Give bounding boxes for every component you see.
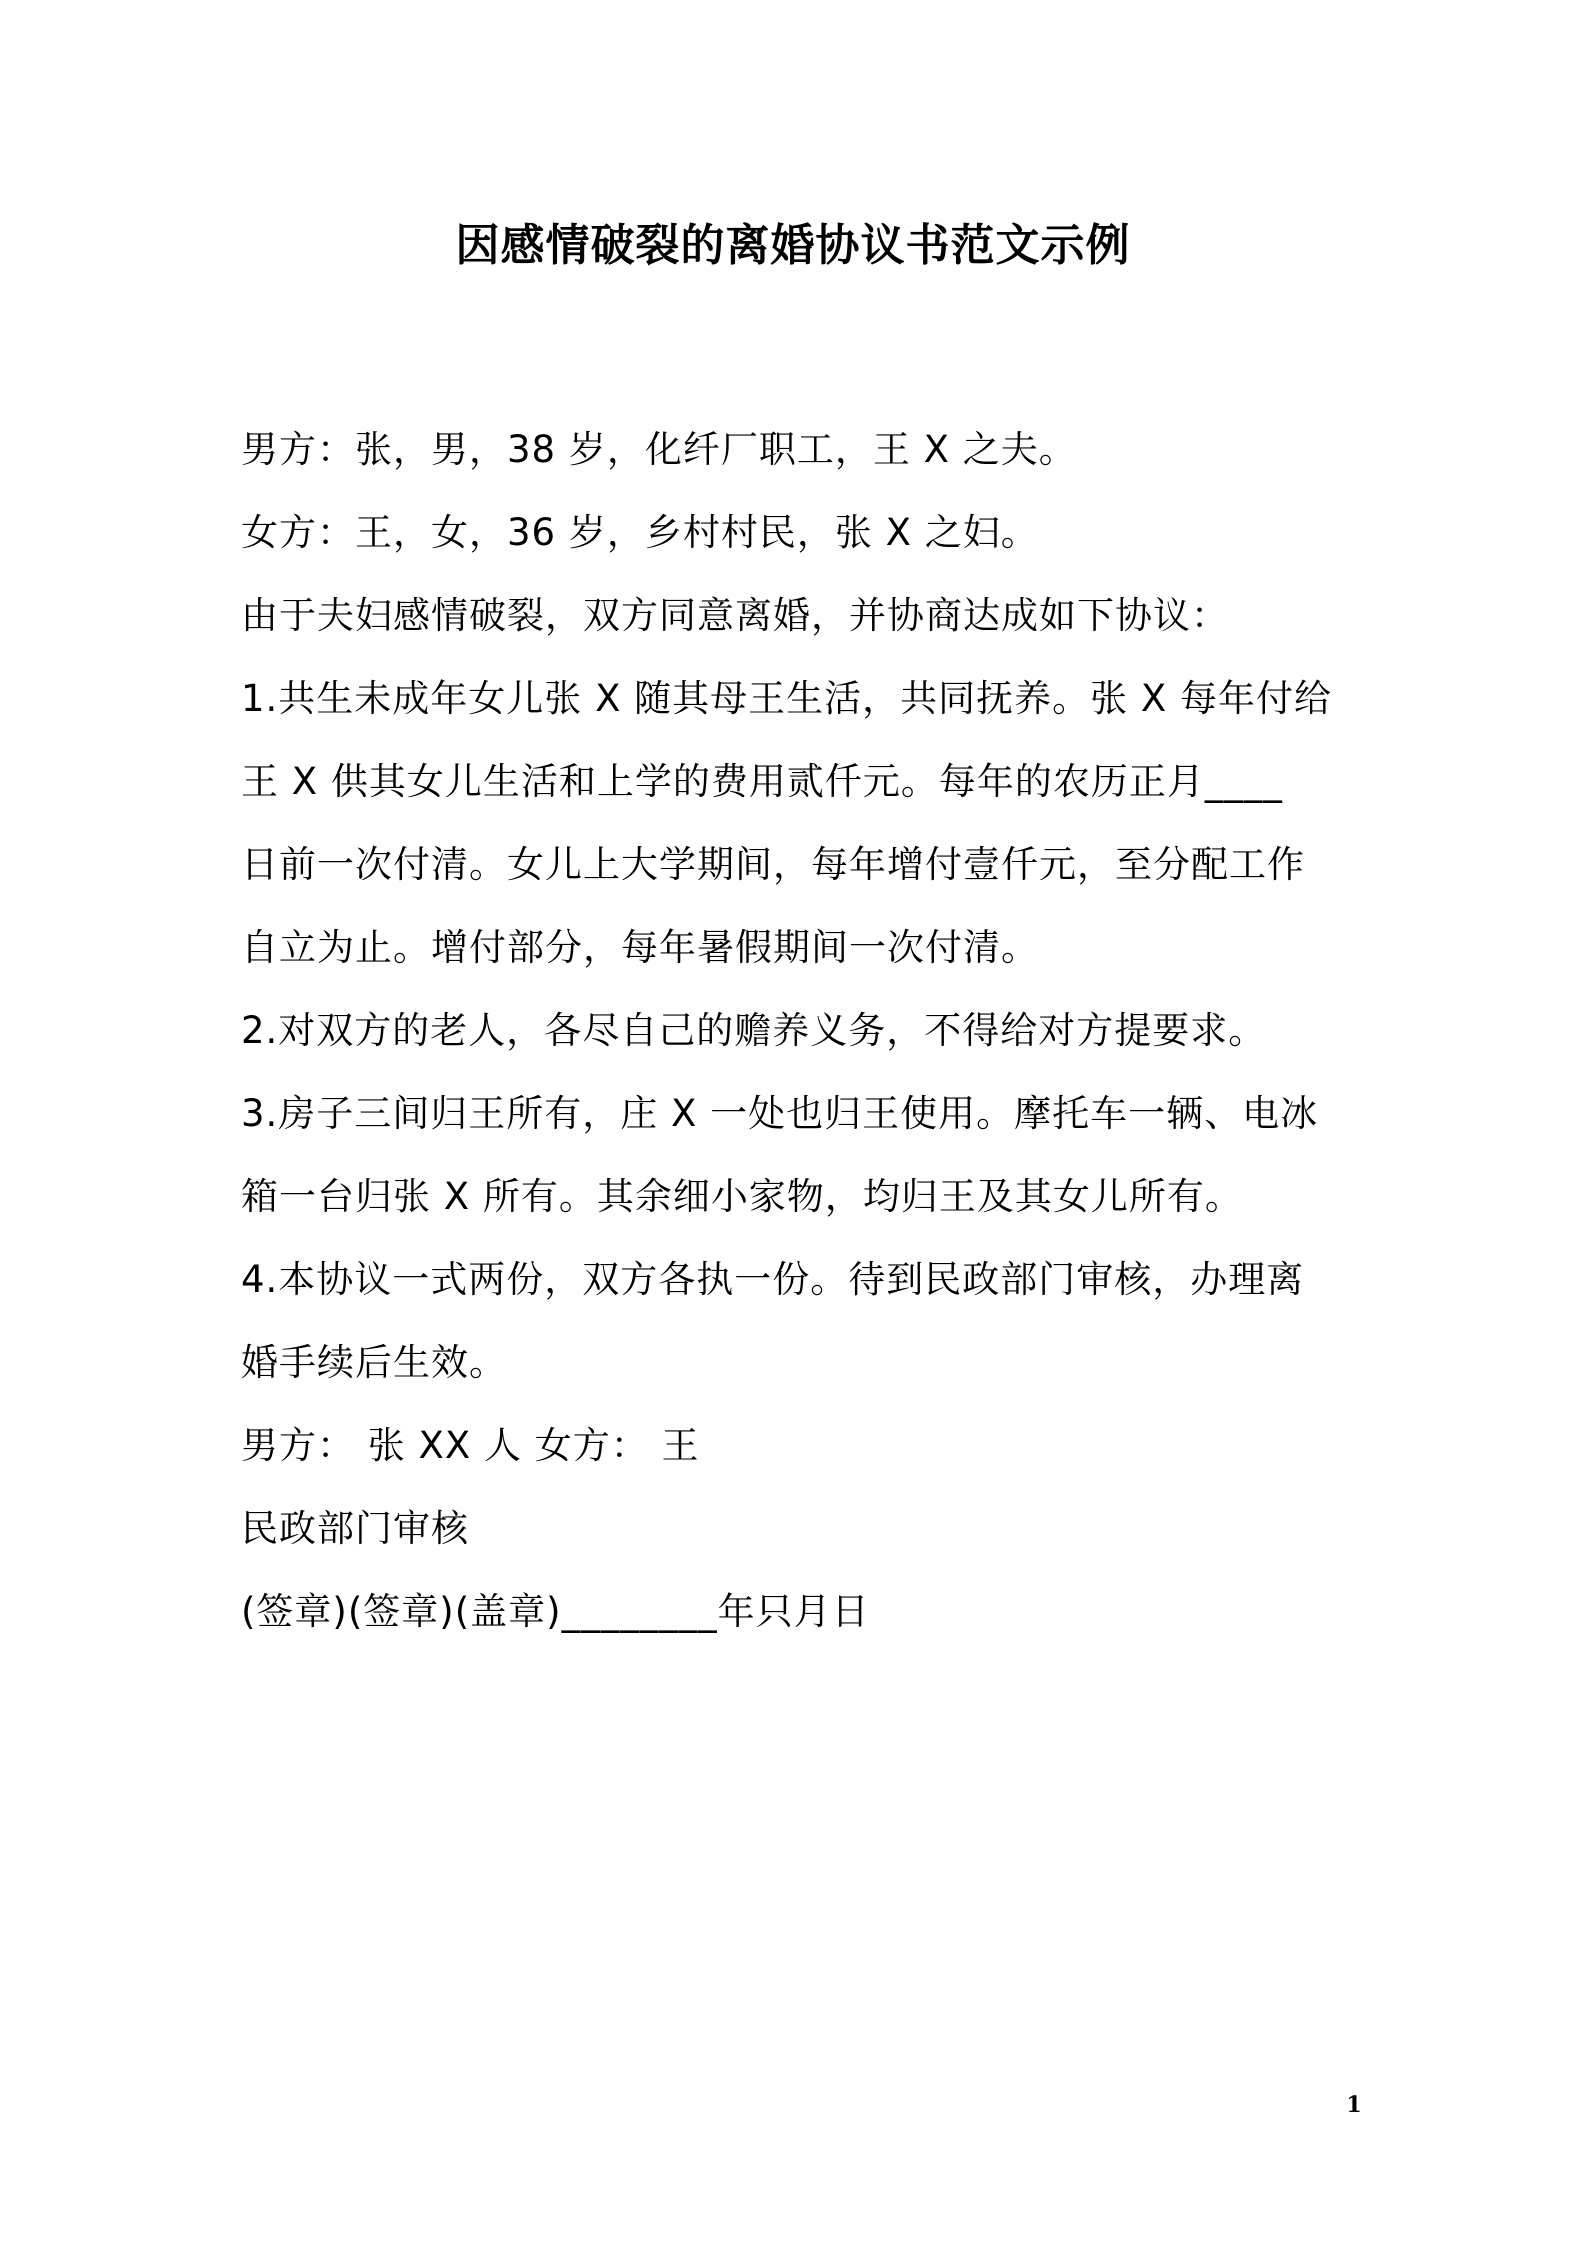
clause-3-line-1: 3.房子三间归王所有，庄 X 一处也归王使用。摩托车一辆、电冰 (241, 1092, 1319, 1135)
page-number: 1 (1346, 2092, 1362, 2118)
document-title: 因感情破裂的离婚协议书范文示例 (455, 220, 1131, 271)
clause-1-line-3: 日前一次付清。女儿上大学期间，每年增付壹仟元，至分配工作 (241, 843, 1305, 886)
document-body (241, 408, 1351, 1653)
seal-date-line: (签章)(签章)(盖章)________年只月日 (241, 1590, 870, 1633)
civil-affairs-review-line: 民政部门审核 (241, 1507, 469, 1550)
clause-1-line-1: 1.共生未成年女儿张 X 随其母王生活，共同抚养。张 X 每年付给 (241, 677, 1333, 720)
party-male-line: 男方：张，男，38 岁，化纤厂职工，王 X 之夫。 (241, 428, 1077, 471)
clause-1-line-2: 王 X 供其女儿生活和上学的费用贰仟元。每年的农历正月____ (241, 760, 1283, 803)
clause-4-line-1: 4.本协议一式两份，双方各执一份。待到民政部门审核，办理离 (241, 1258, 1305, 1301)
party-female-line: 女方：王，女，36 岁，乡村村民，张 X 之妇。 (241, 511, 1039, 554)
signature-line: 男方： 张 XX 人 女方： 王 (241, 1424, 700, 1467)
clause-2-line: 2.对双方的老人，各尽自己的赡养义务，不得给对方提要求。 (241, 1009, 1267, 1052)
clause-4-line-2: 婚手续后生效。 (241, 1341, 507, 1384)
agreement-intro-line: 由于夫妇感情破裂，双方同意离婚，并协商达成如下协议： (241, 594, 1229, 637)
clause-1-line-4: 自立为止。增付部分，每年暑假期间一次付清。 (241, 926, 1039, 969)
clause-3-line-2: 箱一台归张 X 所有。其余细小家物，均归王及其女儿所有。 (241, 1175, 1243, 1218)
